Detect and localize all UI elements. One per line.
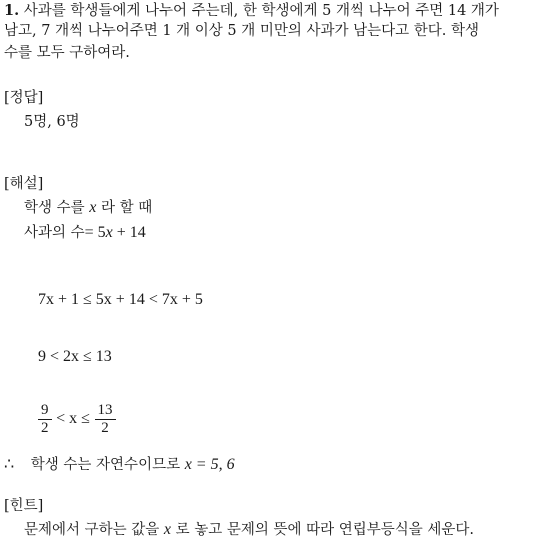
solution-line-2-eq: = 5 xyxy=(84,224,106,241)
fraction-left-denominator: 2 xyxy=(41,419,49,436)
solution-line-2 xyxy=(24,224,146,242)
fraction-right xyxy=(95,402,116,437)
fraction-right-numerator: 13 xyxy=(95,402,116,420)
problem-text-1: 사과를 학생들에게 나누어 주는데, 한 학생에게 5 개씩 나누어 주면 14 개가 xyxy=(23,3,499,19)
solution-heading: [해설] xyxy=(4,176,44,192)
problem-number: 1. xyxy=(4,2,20,19)
variable-x: x xyxy=(163,521,171,538)
fraction-left-numerator: 9 xyxy=(38,402,52,420)
hint-heading: [힌트] xyxy=(4,498,44,514)
solution-line-2-pre: 사과의 수 xyxy=(24,225,85,241)
answer-heading: [정답] xyxy=(4,90,44,106)
inequality-1: 7x + 1 ≤ 5x + 14 < 7x + 5 xyxy=(38,291,203,308)
solution-line-1 xyxy=(24,199,152,217)
inequality-3-middle: < x ≤ xyxy=(56,410,90,427)
hint-text-post: 로 놓고 문제의 뜻에 따라 연립부등식을 세운다. xyxy=(171,522,475,538)
conclusion-math: x = 5, 6 xyxy=(184,456,235,473)
fraction-left xyxy=(38,402,52,437)
variable-x: x xyxy=(105,224,113,241)
inequality-3 xyxy=(38,401,116,437)
inequality-2: 9 < 2x ≤ 13 xyxy=(38,348,112,365)
problem-line-3: 수를 모두 구하여라. xyxy=(4,45,130,61)
problem-line-2: 남고, 7 개씩 나누어주면 1 개 이상 5 개 미만의 사과가 남는다고 한다. 학생 xyxy=(4,23,479,39)
solution-line-1-post: 라 할 때 xyxy=(96,200,153,216)
answer-text: 5명, 6명 xyxy=(24,114,80,130)
conclusion-line xyxy=(4,456,235,474)
solution-line-2-post: + 14 xyxy=(112,224,146,241)
fraction-right-denominator: 2 xyxy=(101,419,109,436)
variable-x: x xyxy=(89,199,97,216)
hint-text xyxy=(24,521,474,539)
problem-line-1 xyxy=(4,2,499,20)
conclusion-text: 학생 수는 자연수이므로 xyxy=(30,457,185,473)
solution-line-1-pre: 학생 수를 xyxy=(24,200,90,216)
hint-text-pre: 문제에서 구하는 값을 xyxy=(24,522,164,538)
therefore-symbol: ∴ xyxy=(4,456,15,473)
